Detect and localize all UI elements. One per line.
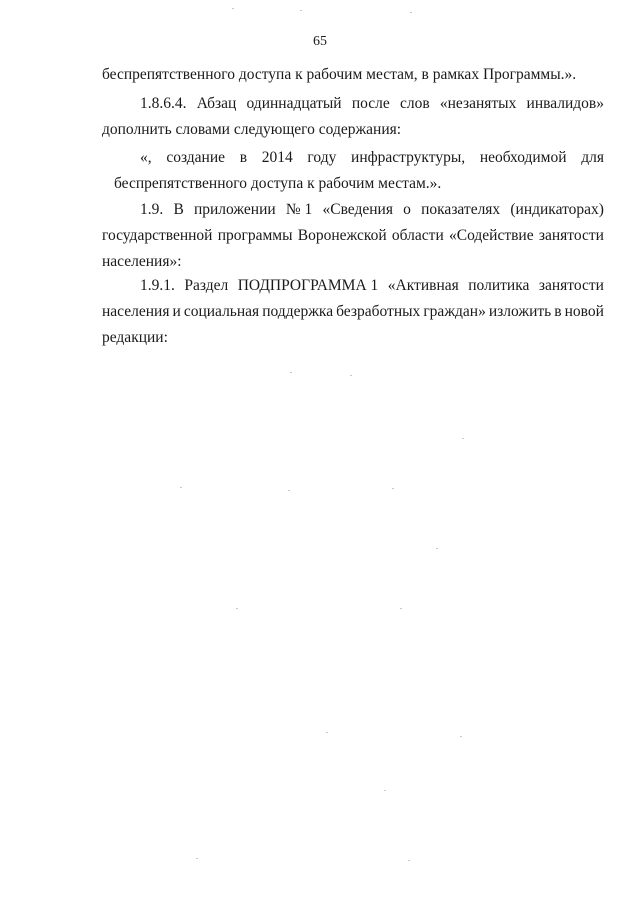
word: «, bbox=[140, 149, 152, 166]
word: в bbox=[554, 303, 562, 320]
word: Абзац bbox=[196, 95, 237, 112]
word: году bbox=[307, 149, 337, 166]
text-line: населения»: bbox=[102, 253, 182, 270]
word: в bbox=[239, 149, 248, 166]
scan-speck bbox=[288, 490, 290, 491]
word: «Сведения bbox=[322, 201, 393, 218]
scan-speck bbox=[400, 608, 402, 609]
word: создание bbox=[166, 149, 226, 166]
word: занятости bbox=[538, 227, 604, 244]
word: политика bbox=[468, 277, 530, 294]
scan-speck bbox=[392, 488, 394, 489]
scan-speck bbox=[460, 736, 462, 737]
text-line bbox=[102, 91, 604, 117]
word: инвалидов» bbox=[526, 95, 604, 112]
word: ПОДПРОГРАММА 1 bbox=[237, 277, 379, 294]
text-line bbox=[102, 145, 604, 171]
word: «незанятых bbox=[439, 95, 517, 112]
word: № 1 bbox=[285, 201, 313, 218]
text-line bbox=[102, 273, 604, 299]
page-number: 65 bbox=[313, 34, 327, 49]
word: новой bbox=[564, 303, 604, 320]
word: области bbox=[391, 227, 444, 244]
paragraph-1-9 bbox=[102, 197, 604, 275]
word: социальная bbox=[183, 303, 260, 320]
word: занятости bbox=[538, 277, 604, 294]
word: (индикаторах) bbox=[510, 201, 604, 218]
scan-speck bbox=[196, 858, 198, 859]
scan-speck bbox=[290, 372, 292, 373]
scan-speck bbox=[410, 12, 412, 13]
word: приложении bbox=[193, 201, 276, 218]
word: инфраструктуры, bbox=[351, 149, 466, 166]
word: программы bbox=[217, 227, 293, 244]
scan-speck bbox=[408, 860, 410, 861]
scan-speck bbox=[326, 732, 328, 733]
paragraph-1-9-1 bbox=[102, 273, 604, 351]
word: Воронежской bbox=[297, 227, 387, 244]
word: изложить bbox=[488, 303, 552, 320]
word: Раздел bbox=[184, 277, 229, 294]
word: для bbox=[581, 149, 604, 166]
word: «Содействие bbox=[449, 227, 534, 244]
word: поддержка bbox=[262, 303, 334, 320]
text-line: беспрепятственного доступа к рабочим местам, в рамках Программы.». bbox=[102, 66, 577, 83]
word: населения bbox=[102, 303, 170, 320]
scan-speck bbox=[384, 790, 386, 791]
paragraph-continuation bbox=[102, 62, 604, 88]
text-line bbox=[102, 197, 604, 223]
word: после bbox=[351, 95, 390, 112]
text-line: редакции: bbox=[102, 329, 168, 346]
quoted-insertion bbox=[102, 145, 604, 197]
scan-speck bbox=[436, 548, 438, 549]
word: граждан» bbox=[423, 303, 486, 320]
word: государственной bbox=[102, 227, 213, 244]
word: одиннадцатый bbox=[246, 95, 342, 112]
scan-speck bbox=[350, 375, 352, 376]
text-line bbox=[102, 299, 604, 325]
word: 2014 bbox=[261, 149, 293, 166]
word: «Активная bbox=[387, 277, 459, 294]
word: 1.9. bbox=[140, 201, 164, 218]
text-line bbox=[102, 223, 604, 249]
word: слов bbox=[399, 95, 430, 112]
scan-speck bbox=[300, 10, 302, 11]
scan-speck bbox=[232, 8, 234, 9]
word: 1.8.6.4. bbox=[140, 95, 187, 112]
word: безработных bbox=[336, 303, 421, 320]
word: В bbox=[173, 201, 184, 218]
word: показателях bbox=[421, 201, 501, 218]
scan-speck bbox=[236, 608, 238, 609]
text-line: беспрепятственного доступа к рабочим местам.». bbox=[114, 175, 442, 192]
word: 1.9.1. bbox=[140, 277, 175, 294]
scan-speck bbox=[180, 487, 182, 488]
text-line: дополнить словами следующего содержания: bbox=[102, 121, 402, 138]
word: и bbox=[172, 303, 181, 320]
paragraph-1-8-6-4 bbox=[102, 91, 604, 143]
scan-speck bbox=[462, 438, 464, 439]
word: необходимой bbox=[479, 149, 567, 166]
word: о bbox=[403, 201, 411, 218]
